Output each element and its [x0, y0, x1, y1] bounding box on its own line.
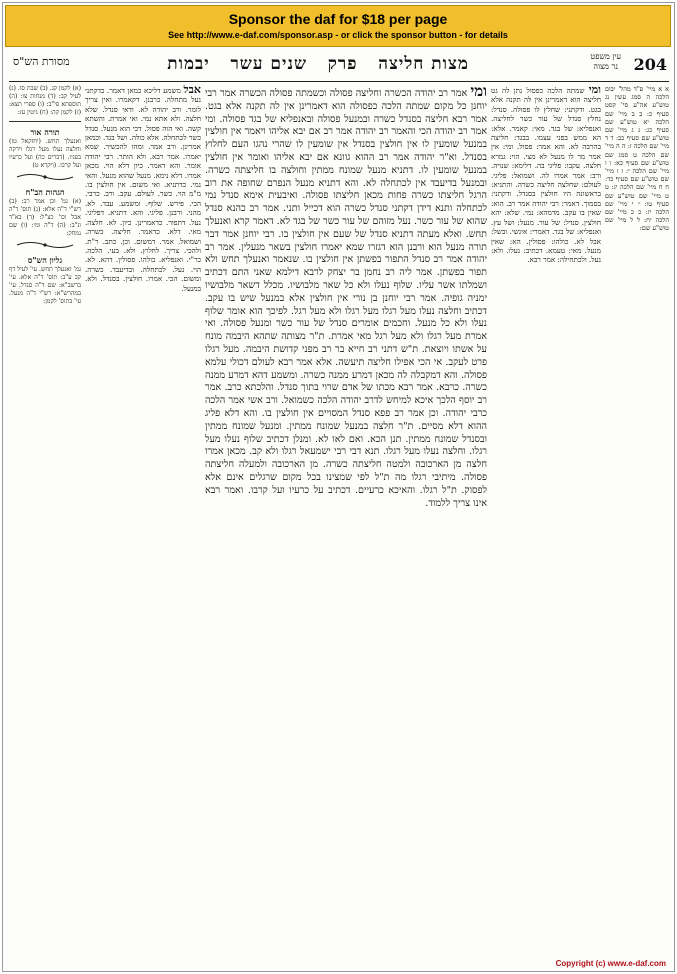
ornament-icon	[15, 172, 75, 182]
hagahot-heading: הגהות הב"ח	[25, 187, 65, 197]
tosafot-column	[85, 85, 201, 963]
ein-mishpat-column	[605, 85, 669, 963]
sponsor-banner[interactable]	[5, 5, 671, 47]
talmud-page	[9, 51, 669, 963]
gilyon-text: גמ' ואנעלך תחש. עי' לעיל דף קב ע"ב: תוס' ד"ה אלא. עי' ברשב"א: שם ד"ה סנדל. עי' במהרש"א: רש"י ד"ה מנעל. עי' בתוס' לקמן:	[9, 266, 81, 305]
page-header	[9, 51, 669, 82]
rashi-column	[491, 85, 601, 963]
tosafot-text: משמע דליכא כמאן דאמר. כדקתני נעל מתחלה. כרבנן. דקאמרו. ואין צריך לומר. ורב יהודה לא. ודאי סנדל. שלא חלצה. ולא אתא נמי. ואי אמרת. והשתא קשה. ואי הוה פסול. דכי הוא מנעל. סנדל כשר לכתחלה. אלא כולה. ושל בגד. וכמאן אמרינן. ורב אמר. ומהו להכשיר. שמא יאמרו. אמר רבא. ולא הותר. רבי יהודה אומר. והא דאמר. כיון דלא הוי. מכאן אמרו. דלא נימא. מנעל שהוא מנעל. והאי נמי. כדתניא. ואי משום. אין חולצין בו. מ"מ הוי. כשר. לעולם. עקב. ורב. כרבי. הכי. פירש. שלוף. ומשמע. עבד. לא. מהני. ורבנן. פליגי. והא. דתניא. דפליגי. נעל. דתפור. כדאמרינן. כיון. לא. חלצה. מאי. דלא. כדאמר. חליצה. כשרה. ושמואל. אמר. דמשום. וכן. כתב. ר"ת. ולהכי. צריך. לחלוץ. ולא. בעי. הלכה. כר"י. ואנפליא. כולהו. פסולין. דהא. לא. הוי. נעל. לכתחלה. ובדיעבד. כשרה. ומשום. הכי. אמרו. חולצין. בסנדל. ולא. במנעל.	[85, 86, 201, 293]
gilyon-heading: גליון הש"ס	[27, 255, 63, 265]
torah-or-heading: תורה אור	[30, 127, 60, 137]
page-frame	[2, 2, 675, 972]
divider	[9, 121, 81, 122]
rashi-text: שמתה הלכה כפסול נתן לה גט חליצה הוא דאמרינן אין לה תקנה אלא בגט. ודקתני: שחלץ לו פסולה. סנדל: נחלץ סנדל של עור כשר לחליצה. ואנפליא: של בגד. מאי: קאמר. אלא: הא ממש בפני עצמו. בבגד: חליצה בהרבה לא. והא אמר: פסול. ומי: אין אמר מר לו מנעל לא מצי. הוי: גמרא חלצה. עקבו: פליגי בה. דלימא: שנויה. ורב: אמר אמרו לה. ושמואל: פליגי. לעולם: שחלצה חליצה כשרה. והתניא: בראשונה היו חולצין בסנדל. ודקתני: בסמוך. דאמר: רבי יהודה אמר רב. הוא: שאין בו עקב. מדמהא: נמי. שלא: יהא חולצין. סנדל: של עור. מנעל: ושל עץ. ואנפליא: של בגד. דאמרי: אינשי. ובשל: אבל לא. כולהו: פסולין. הא: שאין מנעל. מאי: טעמא. דכתיב: נעלו. ולא: נעל. ולכתחילה: אמר רבא.	[491, 86, 601, 265]
sponsor-headline[interactable]: Sponsor the daf for $18 per page	[228, 11, 448, 27]
tosafot-lead-word: אבל	[183, 85, 201, 96]
gemara-column	[205, 85, 487, 963]
side-notes-column	[9, 85, 81, 963]
hagahot-text: (א) גמ' וכן אמר רב: (ב) רש"י ד"ה אלא: (ג) תוס' ד"ה אבל וכו' כצ"ל: (ד) בא"ד ונ"ב: (ה) ד"ה ומי: (ו) שם נמחק:	[9, 198, 81, 237]
page-title: מצות חליצה פרק שנים עשר יבמות	[167, 54, 469, 74]
copyright-text[interactable]: Copyright (c) www.e-daf.com	[555, 959, 666, 968]
ein-mishpat-text: א א מיי' פ"ד מהל' יבום הלכה ה סמג עשין נג טוש"ע אה"ע סי' קסט סעיף כ: ב ב מיי' שם הלכה יא טוש"ע שם סעיף כג: ג ג מיי' שם טוש"ע שם סעיף כב: ד ד מיי' שם הלכה ז: ה ה מיי' שם הלכה ט סמג שם טוש"ע שם סעיף כא: ו ו מיי' שם הלכה י: ז ז מיי' שם טוש"ע שם סעיף כד: ח ח מיי' שם הלכה יג: ט ט מיי' שם טוש"ע שם סעיף טו: י י מיי' שם הלכה יז: כ כ מיי' שם הלכה יח: ל ל מיי' שם טוש"ע שם:	[605, 85, 669, 233]
ein-mishpat-label: עין משפט נר מצוה	[590, 52, 621, 71]
rashi-lead-word: ומי	[588, 85, 601, 96]
torah-or-text: ואנעלך תחש. (יחזקאל טז) וחלצה נעלו מעל רגלו וירקה בפניו. (דברים כה) ועל כרעיו ועל קרבו. (ויקרא ט)	[9, 138, 81, 169]
gemara-lead-word: ומי	[470, 85, 487, 100]
ornament-icon	[15, 240, 75, 250]
masoret-label: מסורת הש"ס	[13, 55, 70, 68]
sponsor-details: See http://www.e-daf.com/sponsor.asp - or click the sponsor button - for details	[168, 30, 508, 40]
page-number: 204	[633, 55, 667, 74]
masoret-notes: (א) לקמן קג. (ב) שבת סו. (ג) לעיל קב: (ד) מנחות צו: (ה) תוספתא פי"ב: (ו) ספרי תצא: (ז) לקמן קה: (ח) גיטין עז:	[9, 85, 81, 116]
gemara-text: אמר רב יהודה הכשרה וחליצה פסולה וכשמתה פסולה הכשרה אמר רבי יוחנן כל מקום שמתה הלכה כפסולה הוא דאמרינן אין לה תקנה אלא בגט. אמר רבא חליצה בסנדל כשרה ובמנעל פסולה ובאנפליא של בגד פסולה. ומי אמר רב יהודה הכי והאמר רב יהודה אמר רב אם יבא אליהו ויאמר אין חולצין במנעל שומעין לו אין חולצין בסנדל אין שומעין לו שהרי נהגו העם לחלוץ בסנדל. וא"ר יהודה אמר רב ההוא גוונא אם יבא אליהו ואומר אין חולצין במנעל שומעין לו. דתניא מנעל שמונח ממתין וחולצה בו חליצתה כשרה. ובמנעל בדיעבד אין לכתחלה לא. והא דתניא מנעל הנפרם שחופה את רוב הרגל חליצתו כשרה פחות מכאן חליצתו פסולה. ואיבעית אימא סנדל נמי לכתחלה ותנא דידן דקתני סנדל כשרה הוא דכייל ותני. אמר רב כהנא סנדל שהוא של עור כשר. נעל מזוהם של עור כשר של בגד לא. דאמר קרא ואנעלך תחש. ואלא מעתה דתניא סנדל של שעם אין חולצין בו. רבי יוחנן אמר דבר תורה מנעל הוא ורבנן הוא דגזרו שמא יאמרו חולצין בשאר מנעלין. אמר רב יהודה אמר רב סנדל התפור בפשתן אין חולצין בו. שנאמר ואנעלך תחש ולא תפור בפשתן. אמר ליה רב נחמן בר יצחק לרבא דילמא שאני התם דכתיב ושמלתו אשר עליו. שלוף נעלו ולא כל שאר מלבושיו. מכלל דשאר מלבושיו ימניה גופיה. אמר רבי יוחנן בן נורי אין חולצין אלא במנעל שיש בו עקב. דכתיב וחלצה נעלו מעל רגלו מעל רגלו ולא מעל רגל. לפיכך הוא אומר שלוף נעלו ולא כל מנעל. וחכמים אומרים סנדל של עור כשר ומנעל פסולה. ואי אמרת מעל רגלו ולא מעל רגל מאי אמרת. ת"ר מצותה שתהא היבמה מונח על אשתו ויוצאת. ת"ש דתני רב חייא בר רב מפני קדושת היבמה. מעל רגלו פרט לעקב. אי הכי אפילו חליצה תיעשה. אלא אמר רבא לעולם דכולי עלמא פסולה. והא דמקבלה לה מכאן דמרע ממנה כשרה. ומשמע דהא דמרע ממנה כשרה. כרבא. אמר רבא מכתו של אדם שרוי בתוך סנדל. והלכתא כרב. אמר רב יוסף הלכך איכא למיחש לדרב יהודה הלכה כשמואל. ורב אשי אמר הלכה כרבי יהודה. וכן אמר רב פפא סנדל המסויים אין חולצין בו. והא דלא פליג ההוא דלא מסיים. ת"ר חלצה במנעל שמונח ממתין. ומנעל שמונח ממתין ובסנדל שמונח ממתין. תנן הכא. ואם לאו לא. ומנלן דכתיב שלוף נעלו מעל רגלו. וחלצה נעלו מעל רגלו. תנא דבי רבי ישמעאל רגלו ולא קב. מכאן אמרו חלצה מן הארכובה ולמטה חליצתה כשרה. מן הארכובה ולמעלה חליצתה פסולה. מיתיבי רגלו מה ת"ל לפי שמצינו בכל מקום שרגלים אינם אלא לפסוק. ת"ל רגלו. והאיכא כרעיים. דכתיב על כרעיו ועל קרבו. ואמר רבא אינו צריך ללמוד.	[205, 88, 487, 509]
